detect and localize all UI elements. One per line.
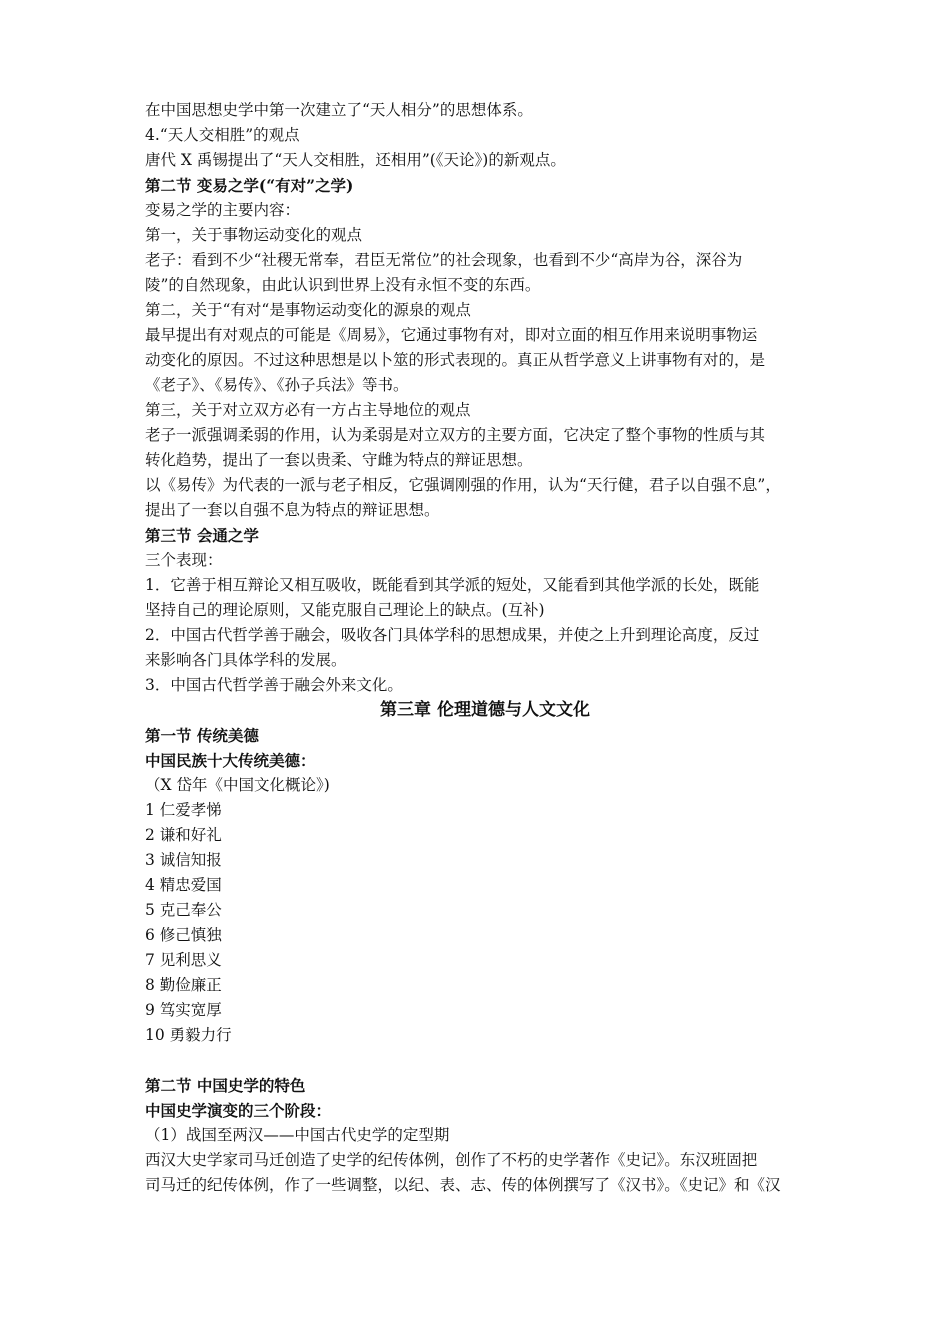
virtue-item: 7 见利思义 — [145, 951, 222, 969]
text-line: 动变化的原因。不过这种思想是以卜筮的形式表现的。真正从哲学意义上讲事物有对的，是 — [145, 351, 766, 369]
virtue-item: 1 仁爱孝悌 — [145, 801, 222, 819]
virtue-item: 10 勇毅力行 — [145, 1026, 232, 1044]
text-line: 老子一派强调柔弱的作用，认为柔弱是对立双方的主要方面，它决定了整个事物的性质与其 — [145, 426, 766, 444]
text-line: 变易之学的主要内容： — [145, 201, 301, 219]
text-line: （1）战国至两汉——中国古代史学的定型期 — [145, 1126, 450, 1144]
text-line: 陵”的自然现象，由此认识到世界上没有永恒不变的东西。 — [145, 276, 541, 294]
text-line: 第二，关于“有对“是事物运动变化的源泉的观点 — [145, 301, 471, 319]
document-page — [145, 98, 825, 1198]
text-line: 第一，关于事物运动变化的观点 — [145, 226, 363, 244]
section-heading-shixue: 第二节 中国史学的特色 — [145, 1076, 306, 1095]
text-line: 三个表现： — [145, 551, 223, 569]
virtue-item: 8 勤俭廉正 — [145, 976, 222, 994]
text-line: 第三，关于对立双方必有一方占主导地位的观点 — [145, 401, 471, 419]
virtue-item: 6 修己慎独 — [145, 926, 222, 944]
text-line: 老子：看到不少“社稷无常奉，君臣无常位”的社会现象，也看到不少“高岸为谷，深谷为 — [145, 251, 743, 269]
text-line: 转化趋势，提出了一套以贵柔、守雌为特点的辩证思想。 — [145, 451, 533, 469]
blank-line — [145, 1048, 825, 1073]
text-line: 3．中国古代哲学善于融会外来文化。 — [145, 676, 403, 694]
text-line: 最早提出有对观点的可能是《周易》，它通过事物有对，即对立面的相互作用来说明事物运 — [145, 326, 758, 344]
chapter-title: 第三章 伦理道德与人文文化 — [380, 700, 590, 720]
text-line: 在中国思想史学中第一次建立了“天人相分”的思想体系。 — [145, 101, 533, 119]
text-line: 以《易传》为代表的一派与老子相反，它强调刚强的作用，认为“天行健，君子以自强不息”， — [145, 476, 781, 494]
text-line: 2．中国古代哲学善于融会，吸收各门具体学科的思想成果，并使之上升到理论高度，反过 — [145, 626, 760, 644]
text-line: 司马迁的纪传体例，作了一些调整，以纪、表、志、传的体例撰写了《汉书》。《史记》和《汉 — [145, 1176, 781, 1194]
virtues-heading: 中国民族十大传统美德： — [145, 751, 316, 770]
virtues-source: （X 岱年《中国文化概论》) — [145, 776, 330, 794]
virtue-item: 2 谦和好礼 — [145, 826, 222, 844]
section-heading-bianyi: 第二节 变易之学(“有对”之学) — [145, 176, 354, 195]
virtue-item: 3 诚信知报 — [145, 851, 222, 869]
text-line: 唐代 X 禹锡提出了“天人交相胜，还相用”(《天论》)的新观点。 — [145, 151, 566, 169]
text-line: 坚持自己的理论原则，又能克服自己理论上的缺点。(互补) — [145, 601, 545, 619]
text-line: 西汉大史学家司马迁创造了史学的纪传体例，创作了不朽的史学著作《史记》。东汉班固把 — [145, 1151, 758, 1169]
text-line: 提出了一套以自强不息为特点的辩证思想。 — [145, 501, 440, 519]
text-line: 1．它善于相互辩论又相互吸收，既能看到其学派的短处，又能看到其他学派的长处，既能 — [145, 576, 760, 594]
text-line: 《老子》、《易传》、《孙子兵法》等书。 — [145, 376, 409, 394]
stages-heading: 中国史学演变的三个阶段： — [145, 1101, 332, 1120]
text-line: 来影响各门具体学科的发展。 — [145, 651, 347, 669]
section-heading-huitong: 第三节 会通之学 — [145, 526, 259, 545]
section-heading-meide: 第一节 传统美德 — [145, 726, 259, 745]
virtue-item: 5 克己奉公 — [145, 901, 222, 919]
subheading-tianren: 4.“天人交相胜”的观点 — [145, 126, 300, 144]
virtue-item: 4 精忠爱国 — [145, 876, 222, 894]
virtue-item: 9 笃实宽厚 — [145, 1001, 222, 1019]
